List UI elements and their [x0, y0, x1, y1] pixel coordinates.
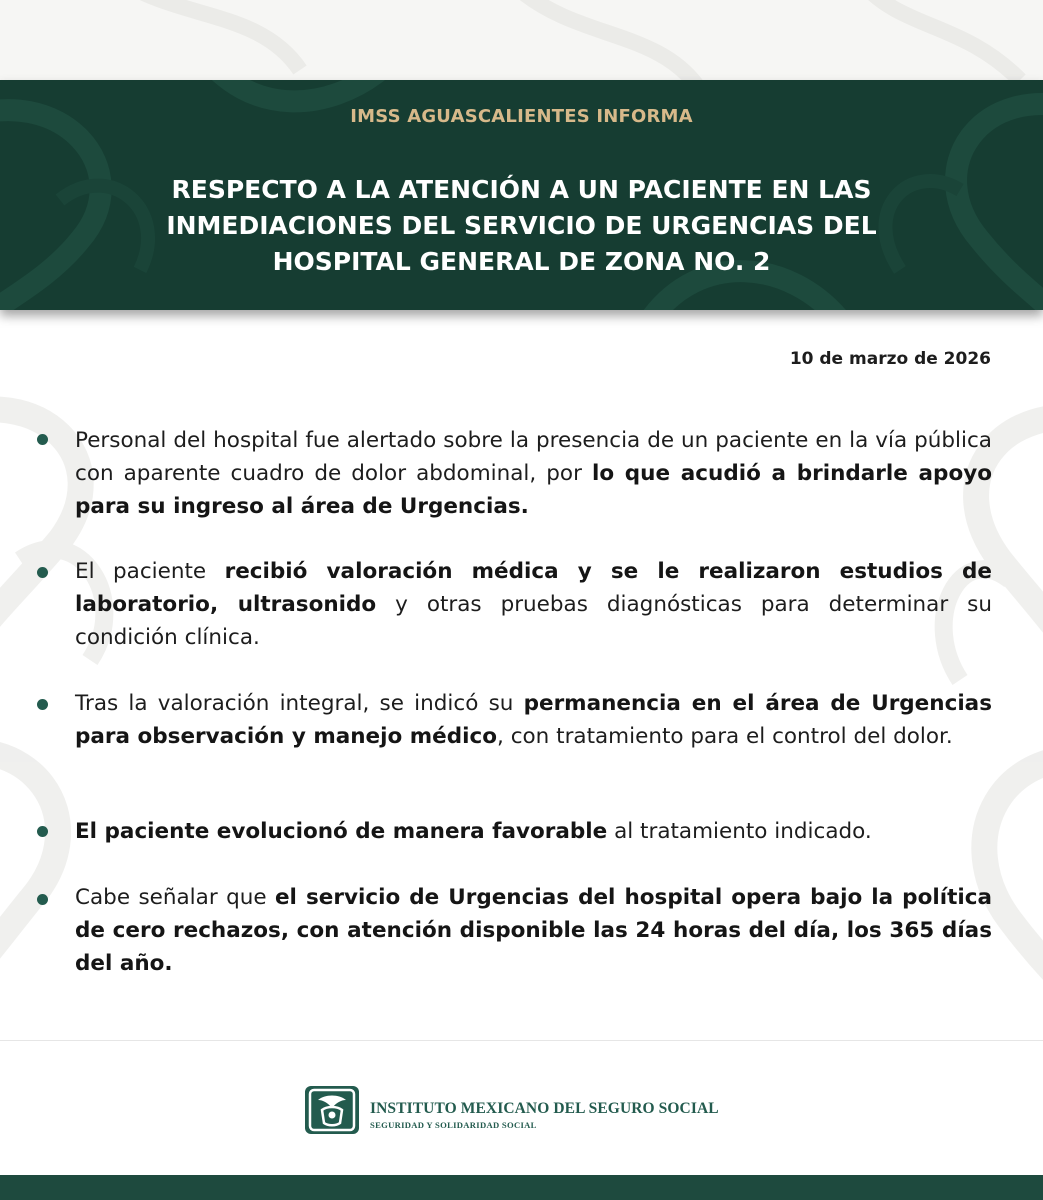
bullet-text: El paciente [75, 559, 225, 584]
footer [0, 1040, 1043, 1176]
bullet-dot-icon [37, 826, 48, 837]
bullet-text: , con tratamiento para el control del dolor. [497, 724, 953, 749]
list-item [75, 687, 992, 753]
page-title-line: INMEDIACIONES DEL SERVICIO DE URGENCIAS DEL [166, 211, 877, 240]
page-title-line: HOSPITAL GENERAL DE ZONA NO. 2 [272, 247, 771, 276]
bullet-text: y otras pruebas diagnósticas para determinar su condición clínica. [75, 592, 992, 650]
bullet-dot-icon [37, 699, 48, 710]
imss-logo-graphic [305, 1086, 359, 1134]
publication-date: 10 de marzo de 2026 [789, 349, 991, 369]
list-item [75, 424, 992, 523]
bullet-text-bold: lo que acudió a brindarle apoyo para su ingreso al área de Urgencias. [75, 461, 992, 519]
institution-name: INSTITUTO MEXICANO DEL SEGURO SOCIAL [370, 1100, 719, 1117]
bullet-text-bold: el servicio de Urgencias del hospital opera bajo la política de cero rechazos, con atención disponible las 24 horas del día, los 365 días del año. [75, 885, 992, 976]
bullet-text: Tras la valoración integral, se indicó su [75, 691, 524, 716]
imss-eagle-logo-icon [305, 1086, 359, 1134]
bullet-dot-icon [37, 894, 48, 905]
list-item [75, 555, 992, 654]
bullet-text-bold: permanencia en el área de Urgencias para observación y manejo médico [75, 691, 992, 749]
bullet-text: Cabe señalar que [75, 885, 275, 910]
bullet-text: Personal del hospital fue alertado sobre la presencia de un paciente en la vía pública con aparente cuadro de dolor abdominal, por [75, 428, 992, 486]
bullet-dot-icon [37, 434, 48, 445]
page-title-line: RESPECTO A LA ATENCIÓN A UN PACIENTE EN LAS [171, 175, 872, 204]
bullet-text-bold: El paciente evolucionó de manera favorable [75, 819, 608, 844]
institution-tagline: SEGURIDAD Y SOLIDARIDAD SOCIAL [370, 1120, 537, 1130]
bullet-text: al tratamiento indicado. [607, 819, 872, 844]
bullet-dot-icon [37, 567, 48, 578]
bullet-text-bold: recibió valoración médica y se le realizaron estudios de laboratorio, ultrasonido [75, 559, 992, 617]
list-item [75, 881, 992, 980]
header-kicker: IMSS AGUASCALIENTES INFORMA [350, 106, 693, 127]
bottom-bar [0, 1175, 1043, 1200]
list-item [75, 815, 992, 848]
